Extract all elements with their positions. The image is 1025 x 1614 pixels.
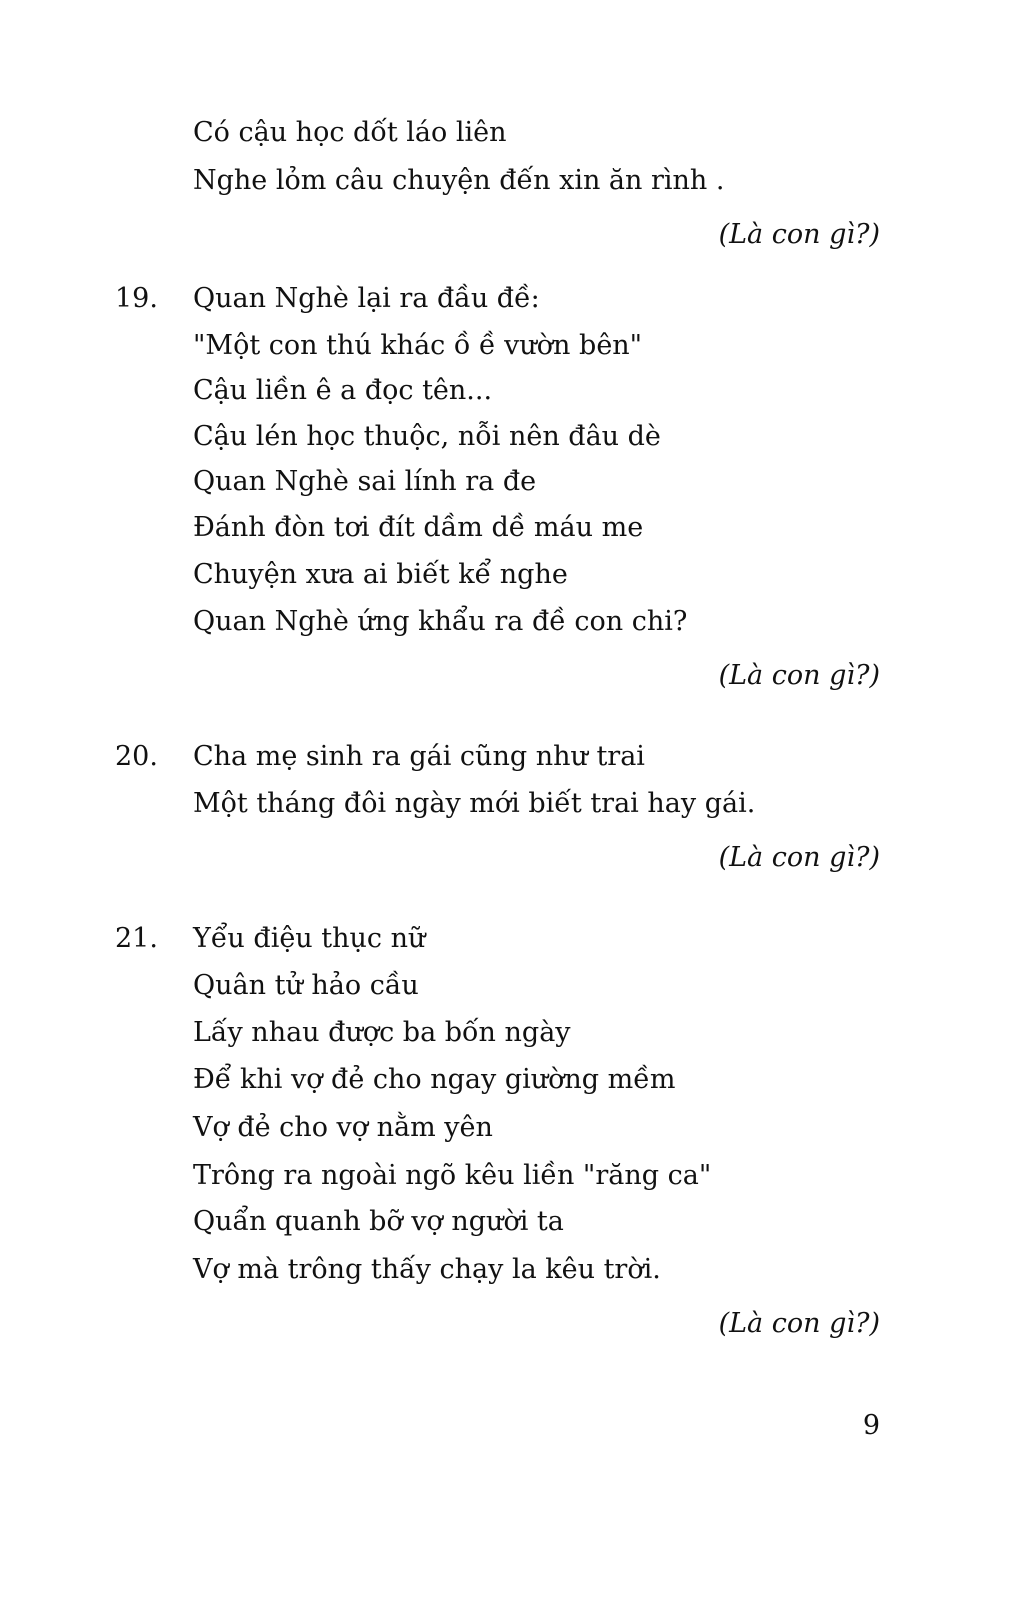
verse-line: Cậu lén học thuộc, nỗi nên đâu dè bbox=[193, 421, 661, 452]
verse-line: Quan Nghè sai lính ra đe bbox=[193, 466, 537, 497]
verse-line: Trông ra ngoài ngõ kêu liền "răng ca" bbox=[193, 1160, 712, 1191]
riddle-number: 19. bbox=[115, 283, 158, 314]
verse-line: Để khi vợ đẻ cho ngay giường mềm bbox=[193, 1064, 676, 1095]
riddle-answer-prompt: (Là con gì?) bbox=[718, 219, 880, 250]
verse-line: Chuyện xưa ai biết kể nghe bbox=[193, 559, 568, 590]
verse-line: "Một con thú khác ồ ề vườn bên" bbox=[193, 330, 643, 361]
riddle-answer-prompt: (Là con gì?) bbox=[718, 842, 880, 873]
verse-line: Cha mẹ sinh ra gái cũng như trai bbox=[193, 741, 645, 772]
verse-line: Đánh đòn tơi đít dầm dề máu me bbox=[193, 512, 644, 543]
verse-line: Vợ mà trông thấy chạy la kêu trời. bbox=[193, 1254, 661, 1285]
verse-line: Cậu liền ê a đọc tên... bbox=[193, 375, 493, 406]
verse-line: Có cậu học dốt láo liên bbox=[193, 117, 507, 148]
riddle-number: 21. bbox=[115, 923, 158, 954]
verse-line: Lấy nhau được ba bốn ngày bbox=[193, 1017, 571, 1048]
verse-line: Một tháng đôi ngày mới biết trai hay gái. bbox=[193, 788, 756, 819]
verse-line: Quẩn quanh bỡ vợ người ta bbox=[193, 1206, 564, 1237]
page-number: 9 bbox=[862, 1410, 880, 1441]
verse-line: Yểu điệu thục nữ bbox=[193, 923, 426, 954]
riddle-number: 20. bbox=[115, 741, 158, 772]
verse-line: Quân tử hảo cầu bbox=[193, 970, 419, 1001]
verse-line: Quan Nghè lại ra đầu đề: bbox=[193, 283, 540, 314]
riddle-answer-prompt: (Là con gì?) bbox=[718, 660, 880, 691]
verse-line: Quan Nghè ứng khẩu ra đề con chi? bbox=[193, 606, 688, 637]
riddle-answer-prompt: (Là con gì?) bbox=[718, 1308, 880, 1339]
verse-line: Nghe lỏm câu chuyện đến xin ăn rình . bbox=[193, 165, 725, 196]
verse-line: Vợ đẻ cho vợ nằm yên bbox=[193, 1112, 493, 1143]
